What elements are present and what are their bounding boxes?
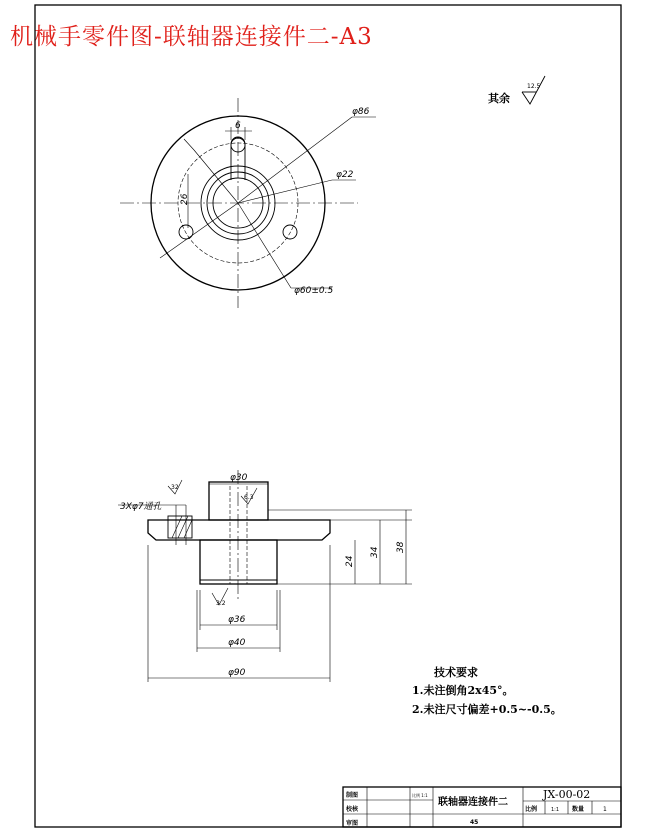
roughness-b: 3.2 [216, 600, 226, 607]
dim-bolt-circle: φ60±0.5 [294, 286, 334, 296]
roughness-symbol-general [488, 76, 545, 105]
dim-bore: φ22 [336, 170, 354, 180]
tb-scale-label: 比例 [525, 806, 538, 813]
tb-checked: 校核 [346, 806, 359, 813]
flange [148, 520, 330, 540]
top-view [120, 98, 376, 308]
dim-36: φ36 [228, 615, 246, 625]
tb-scale-value: 1:1 [551, 807, 560, 813]
dim-34: 34 [370, 546, 380, 558]
body [200, 540, 277, 584]
tech-requirements [412, 665, 562, 716]
tech-item2: 2.未注尺寸偏差+0.5~-0.5。 [412, 703, 562, 716]
tb-material: 45 [470, 819, 479, 826]
drawing-title: 机械手零件图-联轴器连接件二-A3 [10, 24, 373, 50]
dim-90: φ90 [228, 668, 246, 678]
dim-24: 24 [345, 555, 355, 567]
roughness-label: 其余 [488, 92, 510, 105]
roughness-value: 12.5 [527, 83, 541, 90]
tb-approved: 审图 [346, 820, 359, 827]
section-view [118, 470, 412, 682]
tb-drafted: 制图 [346, 792, 359, 799]
tb-drawing-no: JX-00-02 [543, 788, 591, 801]
dim-40: φ40 [228, 638, 246, 648]
dim-outer-dia: φ86 [352, 107, 370, 117]
dim-keyway: 6 [235, 121, 241, 131]
dim-boss: φ30 [230, 473, 248, 483]
bolt-hole [179, 225, 193, 239]
boss [209, 482, 268, 520]
tb-part-name: 联轴器连接件二 [438, 797, 508, 808]
tb-qty-value: 1 [603, 806, 607, 813]
dim-holes: 3Xφ7通孔 [120, 502, 162, 512]
roughness-c: 6.3 [244, 494, 254, 501]
bolt-hole-section [168, 516, 192, 538]
dim-38: 38 [396, 541, 406, 553]
tb-qty-label: 数量 [572, 806, 585, 813]
tb-scale-note: 比例 1:1 [412, 793, 428, 798]
bolt-hole [283, 225, 297, 239]
tech-heading: 技术要求 [434, 666, 478, 679]
tech-item1: 1.未注倒角2x45°。 [412, 684, 514, 697]
dim-depth: 26 [180, 193, 190, 205]
roughness-a: 32 [171, 484, 179, 491]
title-block [343, 787, 621, 827]
